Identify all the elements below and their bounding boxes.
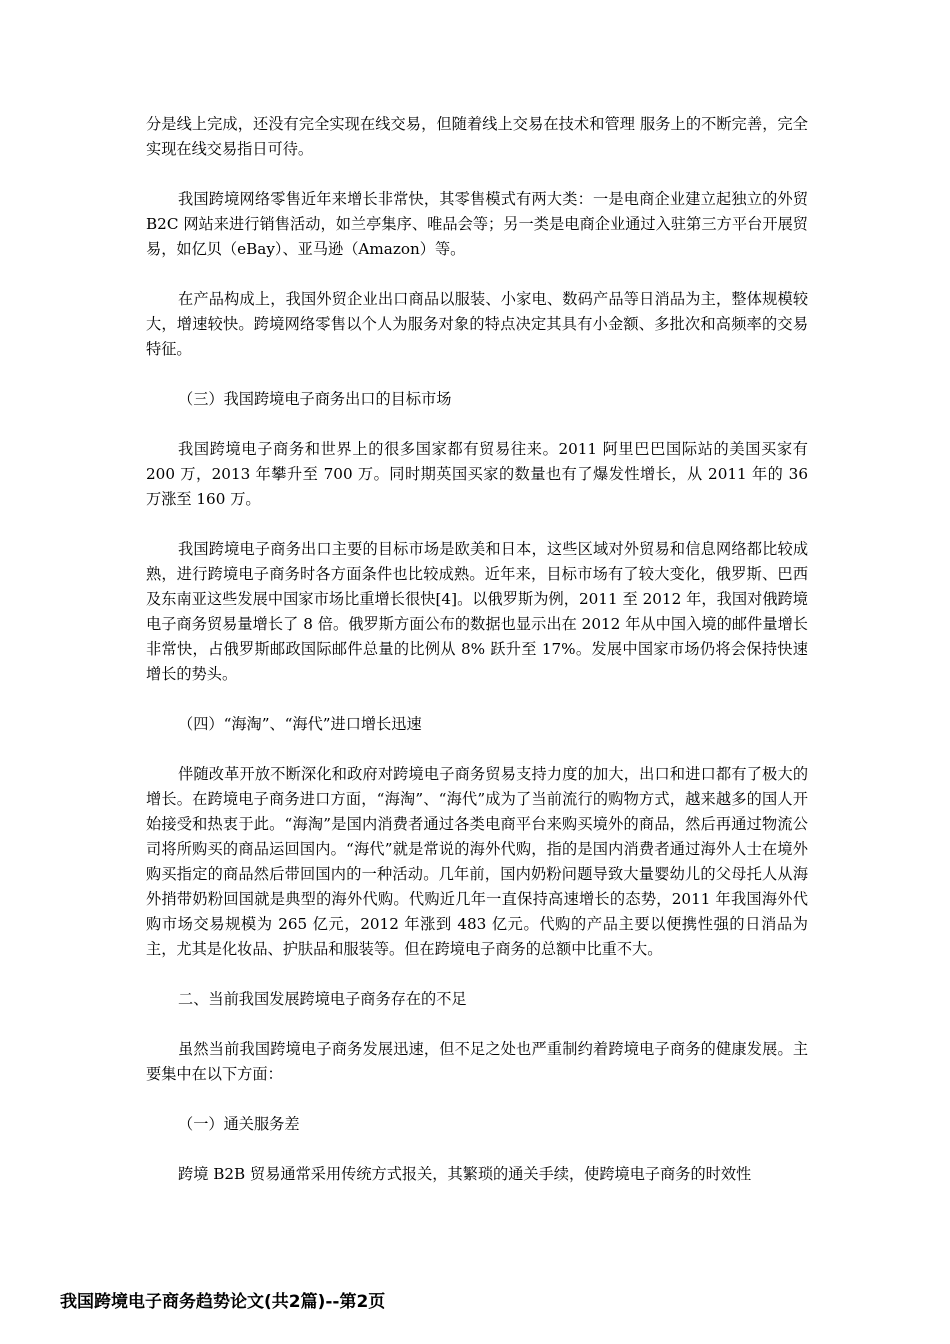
paragraph-main-markets: 我国跨境电子商务出口主要的目标市场是欧美和日本，这些区域对外贸易和信息网络都比较成熟，进行跨境电子商务时各方面条件也比较成熟。近年来，目标市场有了较大变化，俄罗斯、巴西及东南亚这些发展中国家市场比重增长很快[4]。以俄罗斯为例，2011 至 2012 年，我国对俄跨境电子商务贸易量增长了 8 倍。俄罗斯方面公布的数据也显示出在 2012 年从中国入境的邮件量增长非常快，占俄罗斯邮政国际邮件总量的比例从 8% 跃升至 17%。发展中国家市场仍将会保持快速增长的势头。 bbox=[146, 540, 808, 683]
paragraph-retail-modes: 我国跨境网络零售近年来增长非常快，其零售模式有两大类：一是电商企业建立起独立的外贸 B2C 网站来进行销售活动，如兰亭集序、唯品会等；另一类是电商企业通过入驻第三方平台开展贸易，如亿贝（eBay）、亚马逊（Amazon）等。 bbox=[146, 190, 808, 258]
paragraph-product-composition: 在产品构成上，我国外贸企业出口商品以服装、小家电、数码产品等日消品为主，整体规模较大，增速较快。跨境网络零售以个人为服务对象的特点决定其具有小金额、多批次和高频率的交易特征。 bbox=[146, 290, 808, 358]
section-heading-import-growth: （四）“海淘”、“海代”进口增长迅速 bbox=[178, 715, 422, 733]
document-body bbox=[146, 112, 808, 1212]
section-heading-shortcomings: 二、当前我国发展跨境电子商务存在的不足 bbox=[178, 990, 467, 1008]
page-footer: 我国跨境电子商务趋势论文(共2篇)--第2页 bbox=[60, 1292, 386, 1312]
paragraph-customs: 跨境 B2B 贸易通常采用传统方式报关，其繁琐的通关手续，使跨境电子商务的时效性 bbox=[178, 1165, 752, 1183]
paragraph-continuation: 分是线上完成，还没有完全实现在线交易，但随着线上交易在技术和管理 服务上的不断完善，完全实现在线交易指日可待。 bbox=[146, 115, 808, 158]
paragraph-shortcomings-intro: 虽然当前我国跨境电子商务发展迅速，但不足之处也严重制约着跨境电子商务的健康发展。主要集中在以下方面： bbox=[146, 1040, 808, 1083]
section-heading-target-markets: （三）我国跨境电子商务出口的目标市场 bbox=[178, 390, 452, 408]
paragraph-haitao-haidai: 伴随改革开放不断深化和政府对跨境电子商务贸易支持力度的加大，出口和进口都有了极大的增长。在跨境电子商务进口方面，“海淘”、“海代”成为了当前流行的购物方式，越来越多的国人开始接受和热衷于此。“海淘”是国内消费者通过各类电商平台来购买境外的商品，然后再通过物流公司将所购买的商品运回国内。“海代”就是常说的海外代购，指的是国内消费者通过海外人士在境外购买指定的商品然后带回国内的一种活动。几年前，国内奶粉问题导致大量婴幼儿的父母托人从海外捎带奶粉回国就是典型的海外代购。代购近几年一直保持高速增长的态势，2011 年我国海外代购市场交易规模为 265 亿元，2012 年涨到 483 亿元。代购的产品主要以便携性强的日消品为主，尤其是化妆品、护肤品和服装等。但在跨境电子商务的总额中比重不大。 bbox=[146, 765, 808, 958]
section-heading-customs: （一）通关服务差 bbox=[178, 1115, 300, 1133]
paragraph-trade-partners: 我国跨境电子商务和世界上的很多国家都有贸易往来。2011 阿里巴巴国际站的美国买家有 200 万，2013 年攀升至 700 万。同时期英国买家的数量也有了爆发性增长，从 2011 年的 36 万涨至 160 万。 bbox=[146, 440, 808, 508]
